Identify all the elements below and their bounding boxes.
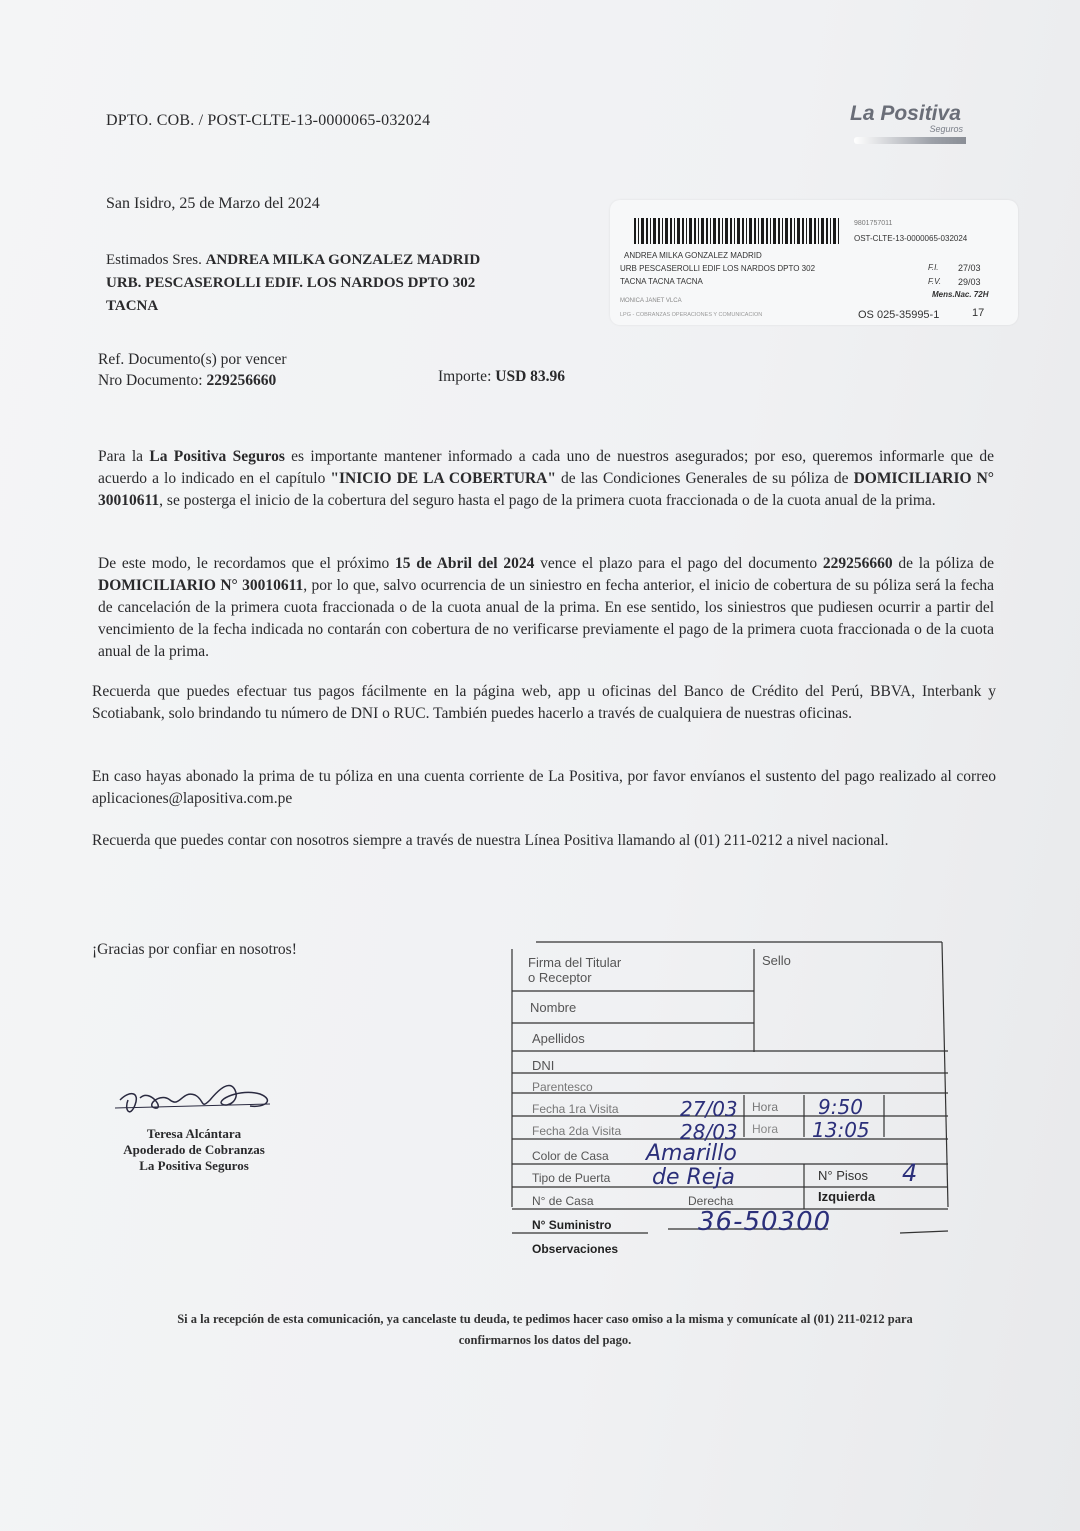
label-os: OS 025-35995-1	[858, 309, 940, 321]
signatory	[104, 1126, 284, 1174]
greeting: Estimados Sres.	[106, 252, 202, 268]
thanks-line: ¡Gracias por confiar en nosotros!	[92, 941, 297, 958]
p2-doc-number: 229256660	[822, 555, 893, 572]
form-receptor: o Receptor	[528, 970, 592, 985]
label-name: ANDREA MILKA GONZALEZ MADRID	[624, 251, 762, 260]
p1-text-c: es importante mantener informado a cada uno de nuestros asegurados; por eso, queremos informarle que de acuerdo a lo indicado en el capítulo	[98, 448, 994, 487]
p1-text-g: , se posterga el inicio de la cobertura del seguro hasta el pago de la primera cuota fraccionada o de la cuota anual de la prima.	[159, 492, 936, 509]
doc-number: 229256660	[206, 372, 277, 389]
recipient-city: TACNA	[106, 298, 159, 314]
form-house-number-label: N° de Casa	[532, 1194, 594, 1208]
p2-text-c: vence el plazo para el pago del documento	[534, 555, 823, 572]
form-hour2-label: Hora	[752, 1122, 779, 1136]
p2-due-date: 15 de Abril del 2024	[395, 555, 535, 572]
logo-name: La Positiva	[850, 102, 961, 125]
form-visit1-label: Fecha 1ra Visita	[532, 1102, 619, 1116]
label-os-num: 17	[972, 307, 985, 319]
recipient-street: URB. PESCASEROLLI EDIF. LOS NARDOS DPTO 302	[106, 275, 476, 291]
ref-line: Ref. Documento(s) por vencer	[98, 351, 287, 368]
form-left-label: Izquierda	[818, 1189, 876, 1204]
paragraph-5: Recuerda que puedes contar con nosotros siempre a través de nuestra Línea Positiva llamando al (01) 211-0212 a nivel nacional.	[92, 832, 889, 849]
form-dni-label: DNI	[532, 1058, 555, 1073]
form-firma: Firma del Titular	[528, 955, 622, 970]
label-sender: MONICA JANET VLCA	[620, 298, 682, 304]
form-door-label: Tipo de Puerta	[532, 1171, 611, 1185]
hw-door-type: de Reja	[652, 1165, 735, 1190]
form-visit2-label: Fecha 2da Visita	[532, 1124, 622, 1138]
label-code-top: 9801757011	[854, 220, 893, 227]
amount-label: Importe:	[438, 368, 492, 385]
form-supply-label: N° Suministro	[532, 1218, 612, 1232]
company-logo	[850, 102, 975, 157]
paragraph-2	[98, 553, 994, 663]
footer-line-2: confirmarnos los datos del pago.	[458, 1333, 632, 1347]
recipient-name: ANDREA MILKA GONZALEZ MADRID	[205, 252, 481, 268]
document-reference	[98, 349, 287, 391]
label-fi-value: 27/03	[958, 263, 981, 273]
hw-house-color: Amarillo	[646, 1141, 737, 1166]
logo-swoosh	[854, 137, 966, 144]
form-signature-label	[528, 955, 621, 985]
form-color-label: Color de Casa	[532, 1149, 609, 1163]
hw-supply-number: 36-50300	[698, 1207, 832, 1237]
barcode	[634, 218, 839, 244]
p1-company: La Positiva Seguros	[149, 448, 285, 465]
paragraph-1	[98, 446, 994, 512]
p1-text-a: Para la	[98, 448, 150, 465]
form-observations-label: Observaciones	[532, 1242, 619, 1256]
label-fv-value: 29/03	[958, 277, 981, 287]
p1-chapter: "INICIO DE LA COBERTURA"	[330, 470, 556, 487]
doc-number-label: Nro Documento:	[98, 372, 203, 389]
form-hour1-label: Hora	[752, 1100, 779, 1114]
hw-hour2: 13:05	[812, 1118, 870, 1142]
hw-visit1-date: 27/03	[680, 1097, 738, 1121]
label-code: OST-CLTE-13-0000065-032024	[854, 234, 968, 243]
label-fi: F.I.	[928, 263, 939, 272]
form-floors-label: N° Pisos	[818, 1168, 868, 1183]
form-surname-label: Apellidos	[532, 1031, 585, 1046]
p2-policy: DOMICILIARIO N° 30010611	[98, 577, 304, 594]
label-mens: Mens.Nac. 72H	[932, 290, 989, 299]
label-dept: LPG - COBRANZAS OPERACIONES Y COMUNICACION	[620, 312, 763, 318]
hw-hour1: 9:50	[818, 1095, 863, 1119]
footer-line-1: Si a la recepción de esta comunicación, ya cancelaste tu deuda, te pedimos hacer caso omiso a la misma y comunícate al (01) 211-0212 para	[177, 1312, 913, 1326]
paragraph-3: Recuerda que puedes efectuar tus pagos fácilmente en la página web, app u oficinas del Banco de Crédito del Perú, BBVA, Interbank y Scotiabank, solo brindando tu número de DNI o RUC. También puedes hacerlo a través de cualquiera de nuestras oficinas.	[92, 683, 996, 722]
p2-text-a: De este modo, le recordamos que el próximo	[98, 555, 396, 572]
amount	[438, 368, 565, 386]
p1-text-e: de las Condiciones Generales de su póliza de	[555, 470, 854, 487]
amount-value: USD 83.96	[495, 368, 566, 385]
date-line: San Isidro, 25 de Marzo del 2024	[106, 195, 320, 212]
paragraph-4: En caso hayas abonado la prima de tu póliza en una cuenta corriente de La Positiva, por favor envíanos el sustento del pago realizado al correo aplicaciones@lapositiva.com.pe	[92, 768, 996, 807]
footer-note	[100, 1309, 990, 1351]
recipient-address	[106, 249, 480, 318]
label-addr2: TACNA TACNA TACNA	[620, 277, 703, 286]
form-seal-label: Sello	[762, 953, 791, 968]
signatory-company: La Positiva Seguros	[139, 1158, 249, 1173]
label-addr1: URB PESCASEROLLI EDIF LOS NARDOS DPTO 302	[620, 264, 816, 273]
form-right-label: Derecha	[688, 1194, 734, 1208]
hw-floors: 4	[902, 1159, 918, 1187]
signature-scribble	[110, 1070, 280, 1130]
mailing-label	[610, 200, 1018, 325]
delivery-receipt-form	[508, 937, 952, 1277]
logo-subtitle: Seguros	[929, 124, 963, 134]
p1-policy: DOMICILIARIO N° 30010611	[98, 470, 994, 509]
label-fv: F.V.	[928, 277, 942, 286]
p2-text-e: de la póliza de	[892, 555, 995, 572]
p2-text-g: , por lo que, salvo ocurrencia de un siniestro en fecha anterior, el inicio de cobertura de su póliza será la fecha de cancelación de la primera cuota fraccionada o de la cuota anual de la prima. En ese sentido, los siniestros que pudiesen ocurrir a partir del vencimiento de la fecha indicada no contarán con cobertura de no verificarse previamente el pago de la primera cuota fraccionada o de la cuota anual de la prima.	[98, 577, 994, 660]
form-relationship-label: Parentesco	[532, 1080, 593, 1094]
signatory-title: Apoderado de Cobranzas	[123, 1142, 265, 1157]
signatory-name: Teresa Alcántara	[146, 1126, 242, 1141]
hw-visit2-date: 28/03	[680, 1120, 738, 1144]
form-name-label: Nombre	[530, 1000, 577, 1015]
document-reference-code: DPTO. COB. / POST-CLTE-13-0000065-032024	[106, 112, 431, 129]
